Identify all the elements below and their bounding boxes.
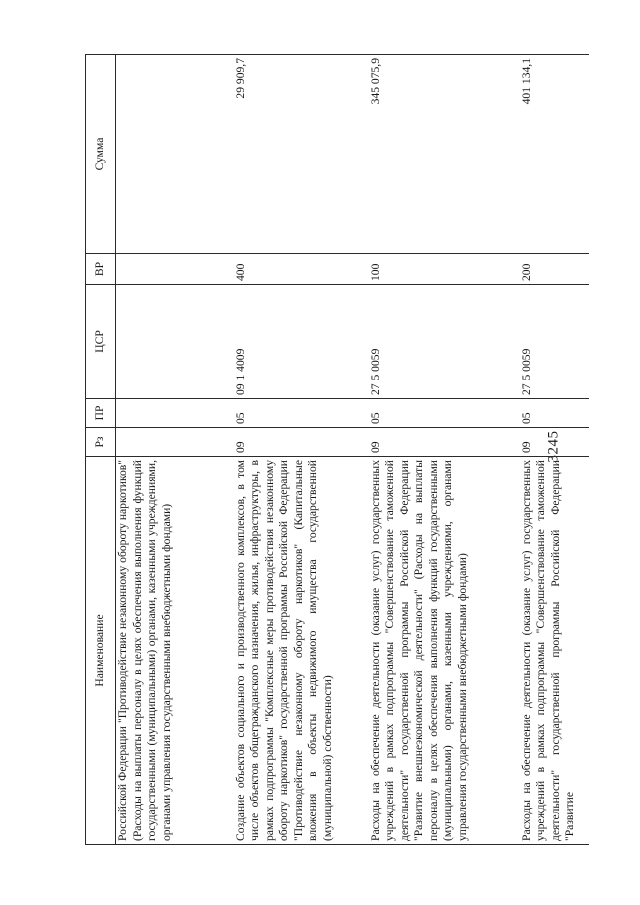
rotated-sheet [85,55,589,845]
row-csr: 27 5 0059 [369,285,520,399]
row-pr: 05 [234,399,369,428]
row-name: Российской Федерации "Противодействие незаконному обороту наркотиков" (Расходы на выплаты персоналу в целях обеспечения выполнения функций государственными (муниципальными) органами, казенными учреждениями, органами управления государственными внебюджетными фондами) [116,457,234,845]
row-csr: 09 1 4009 [234,285,369,399]
row-vr: 200 [520,254,589,285]
header-row [86,55,116,845]
row-pr: 05 [369,399,520,428]
row-rz [116,428,234,457]
row-rz: 09 [369,428,520,457]
row-name: Расходы на обеспечение деятельности (оказание услуг) государственных учреждений в рамках подпрограммы "Совершенствование таможенной деятельности" государственной программы Российской Федерации "Развитие внешнеэкономической деятельности" (Расходы на выплаты персоналу в целях обеспечения выполнения функций государственными (муниципальными) органами, казенными учреждениями, органами управления государственными внебюджетными фондами) [369,457,520,845]
header-pr: ПР [86,399,116,428]
table-row [369,55,520,845]
row-rz: 09 [234,428,369,457]
header-sum: Сумма [86,55,116,254]
table-row [116,55,234,845]
row-pr: 05 [520,399,589,428]
row-name: Расходы на обеспечение деятельности (оказание услуг) государственных учреждений в рамках подпрограммы "Совершенствование таможенной деятельности" государственной программы Российской Федерации "Развитие [520,457,589,845]
row-sum [116,55,234,254]
row-sum: 345 075,9 [369,55,520,254]
row-vr [116,254,234,285]
budget-table [85,54,589,845]
table-row [520,55,589,845]
row-vr: 100 [369,254,520,285]
row-vr: 400 [234,254,369,285]
row-name: Создание объектов социального и производственного комплексов, в том числе объектов общегражданского назначения, жилья, инфраструктуры, в рамках подпрограммы "Комплексные меры противодействия незаконному обороту наркотиков" государственной программы Российской Федерации "Противодействие незаконному обороту наркотиков" (Капитальные вложения в объекты недвижимого имущества государственной (муниципальной) собственности) [234,457,369,845]
header-csr: ЦСР [86,285,116,399]
page-number: 3245 [545,430,562,463]
table-row [234,55,369,845]
row-csr [116,285,234,399]
header-vr: ВР [86,254,116,285]
header-name: Наименование [86,457,116,845]
header-rz: Рз [86,428,116,457]
row-pr [116,399,234,428]
row-sum: 29 909,7 [234,55,369,254]
row-rz: 09 [520,428,589,457]
row-csr: 27 5 0059 [520,285,589,399]
row-sum: 401 134,1 [520,55,589,254]
